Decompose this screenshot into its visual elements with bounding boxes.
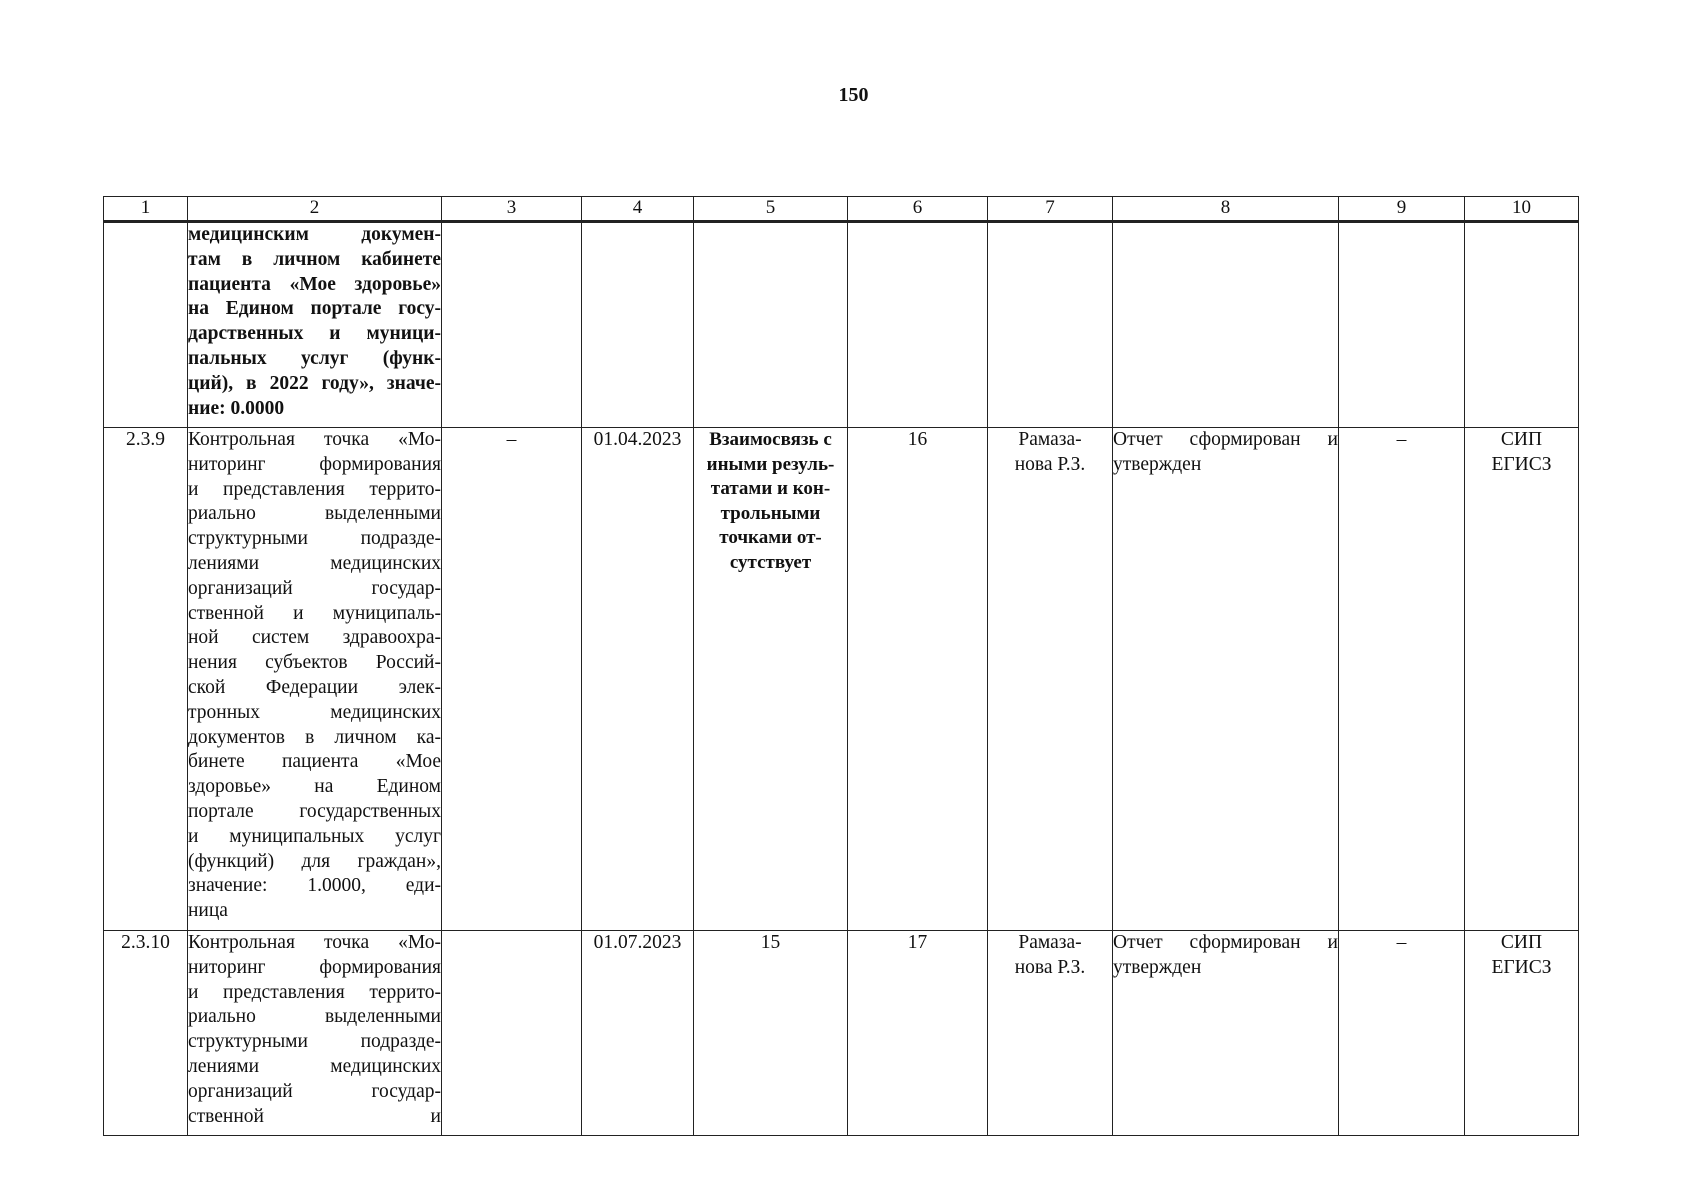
cell-col9	[1339, 222, 1465, 428]
responsible-line: нова Р.З.	[1014, 956, 1086, 978]
table-row	[104, 222, 1579, 428]
header-cell: 3	[442, 197, 582, 222]
description-line: лениями медицинских	[188, 552, 441, 574]
description-line: структурными подразде-	[188, 528, 441, 550]
header-cell: 10	[1465, 197, 1579, 222]
description-line: значение: 1.0000, еди-	[188, 875, 441, 897]
responsible-cell	[988, 931, 1113, 1136]
system-line: СИП	[1500, 429, 1543, 450]
description-line: ственной и муниципаль-	[188, 602, 441, 624]
description-line: и представления террито-	[188, 478, 441, 500]
relation-line: сутствует	[729, 551, 812, 573]
description-cell	[188, 931, 442, 1136]
cell-col6: 17	[848, 931, 988, 1136]
responsible-line: нова Р.З.	[1014, 453, 1086, 475]
header-cell: 5	[694, 197, 848, 222]
system-line: ЕГИСЗ	[1491, 956, 1552, 978]
description-line: тронных медицинских	[188, 701, 441, 723]
header-cell: 2	[188, 197, 442, 222]
description-line: ниторинг формирования	[188, 956, 441, 978]
date-cell	[582, 222, 694, 428]
header-cell: 7	[988, 197, 1113, 222]
date-cell: 01.07.2023	[582, 931, 694, 1136]
description-line: медицинским докумен-	[188, 224, 441, 245]
system-cell	[1465, 931, 1579, 1136]
system-line: ЕГИСЗ	[1491, 453, 1552, 475]
description-line: риально выделенными	[188, 1006, 441, 1028]
description-line: организаций государ-	[188, 1080, 441, 1102]
description-line: риально выделенными	[188, 503, 441, 525]
table-row	[104, 428, 1579, 931]
description-line: Контрольная точка «Мо-	[188, 429, 441, 450]
description-line: ской Федерации элек-	[188, 676, 441, 698]
relation-line: татами и кон-	[710, 478, 831, 500]
header-cell: 6	[848, 197, 988, 222]
result-cell: Отчет сформирован и утвержден	[1113, 428, 1339, 931]
relation-cell	[694, 931, 848, 1136]
description-line: на Едином портале госу-	[188, 298, 441, 320]
cell-col3	[442, 931, 582, 1136]
relation-line: иными резуль-	[706, 453, 835, 475]
table-row	[104, 931, 1579, 1136]
system-line: СИП	[1500, 932, 1543, 953]
description-line: там в личном кабинете	[188, 248, 441, 270]
cell-col6	[848, 222, 988, 428]
relation-line: трольными	[720, 502, 821, 524]
header-cell: 8	[1113, 197, 1339, 222]
description-line: здоровье» на Едином	[188, 776, 441, 798]
relation-line: 15	[760, 932, 781, 953]
result-cell: Отчет сформирован и утвержден	[1113, 931, 1339, 1136]
cell-col9: –	[1339, 428, 1465, 931]
cell-col6: 16	[848, 428, 988, 931]
description-line: и представления террито-	[188, 981, 441, 1003]
responsible-cell	[988, 428, 1113, 931]
relation-cell	[694, 428, 848, 931]
responsible-cell	[988, 222, 1113, 428]
description-line: документов в личном ка-	[188, 726, 441, 748]
cell-col9: –	[1339, 931, 1465, 1136]
relation-line: Взаимосвязь с	[709, 429, 832, 450]
description-line: структурными подразде-	[188, 1031, 441, 1053]
description-line: ственной и	[188, 1105, 441, 1127]
row-number-cell: 2.3.9	[104, 428, 188, 931]
cell-col3	[442, 222, 582, 428]
responsible-line: Рамаза-	[1018, 932, 1082, 953]
description-line: пальных услуг (функ-	[188, 347, 441, 369]
system-cell	[1465, 428, 1579, 931]
description-line: нения субъектов Россий-	[188, 652, 441, 674]
description-line: бинете пациента «Мое	[188, 751, 441, 773]
description-line: Контрольная точка «Мо-	[188, 932, 441, 953]
description-line: организаций государ-	[188, 577, 441, 599]
plan-table	[103, 196, 1579, 1136]
header-cell: 9	[1339, 197, 1465, 222]
responsible-line: Рамаза-	[1018, 429, 1082, 450]
page-number: 150	[838, 84, 869, 106]
system-cell	[1465, 222, 1579, 428]
result-cell	[1113, 222, 1339, 428]
relation-cell	[694, 222, 848, 428]
relation-line: точками от-	[719, 527, 822, 549]
description-cell	[188, 222, 442, 428]
description-line: лениями медицинских	[188, 1055, 441, 1077]
header-cell: 1	[104, 197, 188, 222]
description-line: (функций) для граждан»,	[188, 850, 441, 872]
description-line: ница	[188, 900, 228, 922]
description-line: ной систем здравоохра-	[188, 627, 441, 649]
description-line: портале государственных	[188, 800, 441, 822]
description-line: ниторинг формирования	[188, 453, 441, 475]
header-cell: 4	[582, 197, 694, 222]
cell-col3: –	[442, 428, 582, 931]
description-line: ние: 0.0000	[188, 397, 285, 419]
description-line: и муниципальных услуг	[188, 825, 441, 847]
description-line: ций), в 2022 году», значе-	[188, 372, 441, 394]
description-line: пациента «Мое здоровье»	[188, 273, 441, 295]
date-cell: 01.04.2023	[582, 428, 694, 931]
row-number-cell: 2.3.10	[104, 931, 188, 1136]
row-number-cell	[104, 222, 188, 428]
table-header-row	[104, 197, 1579, 222]
description-cell	[188, 428, 442, 931]
description-line: дарственных и муници-	[188, 323, 441, 345]
